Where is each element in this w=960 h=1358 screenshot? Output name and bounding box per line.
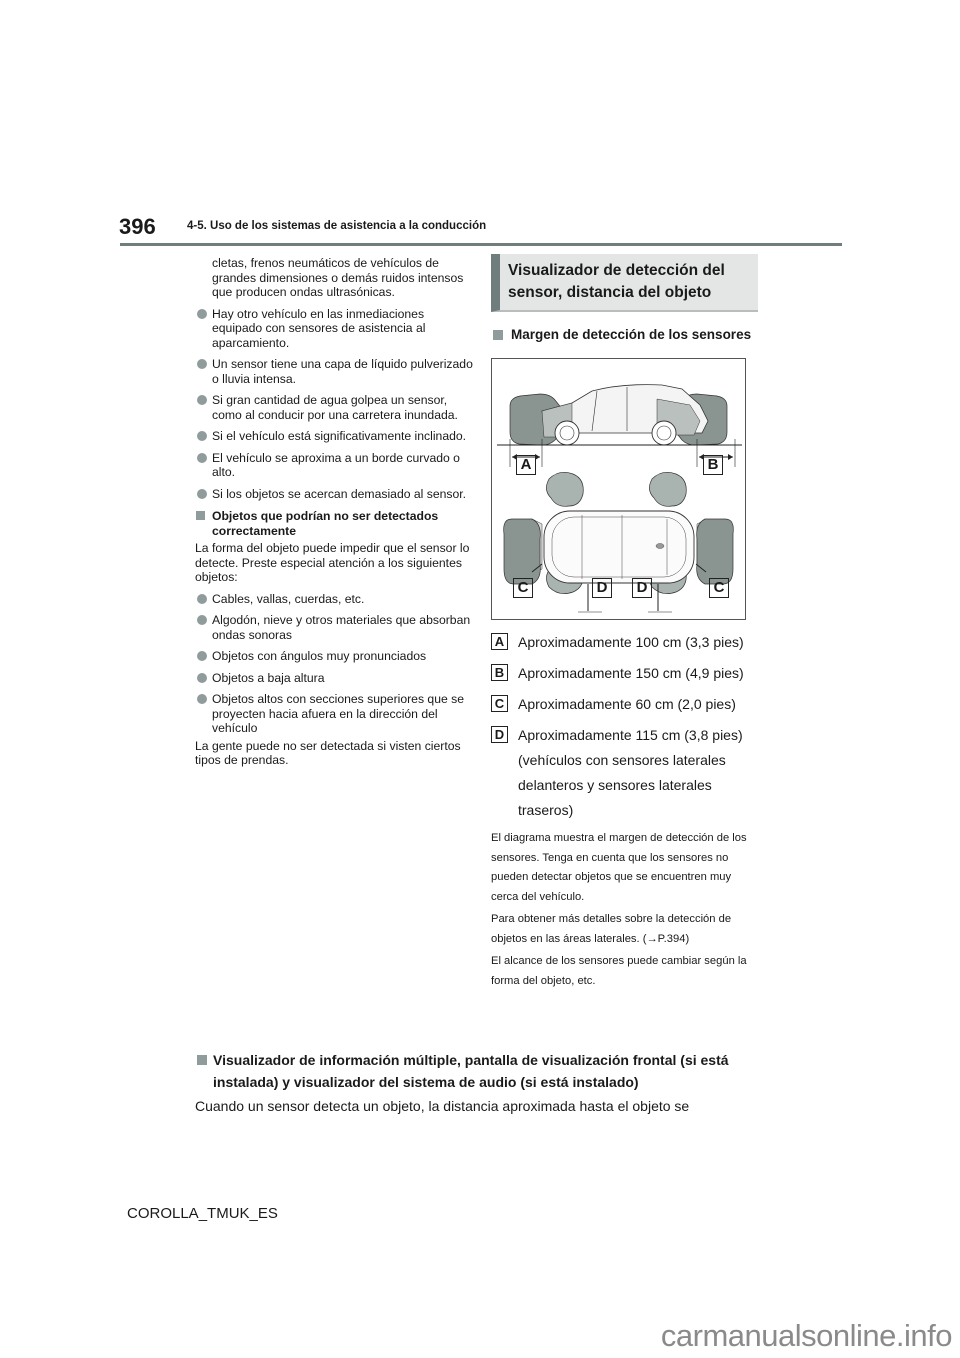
page-number: 396 — [119, 214, 156, 239]
legend-key: A — [491, 633, 508, 650]
section-intro: La forma del objeto puede impedir que el sensor lo detecte. Preste especial atención a los siguientes objetos: — [195, 541, 470, 584]
list-item: Si gran cantidad de agua golpea un sensor, como al conducir por una carretera inundada. — [195, 393, 475, 422]
list-item: Objetos con ángulos muy pronunciados — [195, 649, 475, 664]
chapter-title: 4-5. Uso de los sistemas de asistencia a la conducción — [187, 220, 487, 232]
note-paragraph: El alcance de los sensores puede cambiar según la forma del objeto, etc. — [491, 955, 747, 987]
bullet-icon — [197, 359, 207, 369]
bullet-icon — [197, 395, 207, 405]
bottom-section-body: Cuando un sensor detecta un objeto, la distancia aproximada hasta el objeto se — [195, 1098, 690, 1114]
subsection-heading: Margen de detección de los sensores — [491, 324, 756, 346]
note-paragraph: El diagrama muestra el margen de detección de los sensores. Tenga en cuenta que los sensores no pueden detectar objetos que se encuentren muy cerca del vehículo. — [491, 832, 747, 903]
list-item: Objetos altos con secciones superiores que se proyecten hacia afuera en la dirección del vehículo — [195, 692, 475, 736]
left-column — [195, 256, 475, 768]
section-title-box: Visualizador de detección del sensor, distancia del objeto — [491, 254, 758, 312]
diagram-label-a: A — [516, 455, 536, 475]
legend-key: C — [491, 695, 508, 712]
bullet-icon — [197, 489, 207, 499]
diagram-label-d-right: D — [632, 578, 652, 598]
list-item: Algodón, nieve y otros materiales que absorban ondas sonoras — [195, 613, 475, 642]
list-item: El vehículo se aproxima a un borde curvado o alto. — [195, 451, 475, 480]
diagram-label-d-left: D — [592, 578, 612, 598]
bullet-icon — [197, 309, 207, 319]
watermark: carmanualsonline.info — [660, 1318, 952, 1353]
continued-paragraph: cletas, frenos neumáticos de vehículos de grandes dimensiones o demás ruidos intensos que producen ondas ultrasónicas. — [212, 256, 464, 299]
bullet-icon — [197, 694, 207, 704]
square-bullet-icon — [196, 511, 205, 520]
bullet-icon — [197, 615, 207, 625]
note-paragraph-crossref: Para obtener más detalles sobre la detección de objetos en las áreas laterales. (→P.394) — [491, 913, 732, 945]
bottom-section-heading: Visualizador de información múltiple, pantalla de visualización frontal (si está instalada) y visualizador del sistema de audio (si está instalado) — [195, 1049, 755, 1093]
diagram-notes — [491, 829, 756, 991]
diagram-label-c-right: C — [709, 578, 729, 598]
list-item: Hay otro vehículo en las inmediaciones equipado con sensores de asistencia al aparcamiento. — [195, 307, 475, 351]
bullet-icon — [197, 431, 207, 441]
square-bullet-icon — [493, 330, 503, 340]
list-item: Cables, vallas, cuerdas, etc. — [195, 592, 475, 607]
list-item: Si los objetos se acercan demasiado al sensor. — [195, 487, 475, 502]
bullet-icon — [197, 453, 207, 463]
right-column — [491, 254, 756, 994]
list-item: Objetos a baja altura — [195, 671, 475, 686]
square-bullet-icon — [197, 1055, 207, 1065]
legend-item-d: D Aproximadamente 115 cm (3,8 pies) (vehículos con sensores laterales delanteros y sensores laterales traseros) — [491, 723, 756, 823]
bullet-icon — [197, 594, 207, 604]
diagram-legend — [491, 630, 756, 823]
diagram-label-c-left: C — [513, 578, 533, 598]
document-code: COROLLA_TMUK_ES — [127, 1205, 278, 1222]
list-item: Si el vehículo está significativamente inclinado. — [195, 429, 475, 444]
list-item: Un sensor tiene una capa de líquido pulverizado o lluvia intensa. — [195, 357, 475, 386]
legend-key: D — [491, 726, 508, 743]
bullet-icon — [197, 673, 207, 683]
diagram-label-b: B — [703, 455, 723, 475]
legend-item-c: C Aproximadamente 60 cm (2,0 pies) — [491, 692, 756, 717]
section-heading: Objetos que podrían no ser detectados correctamente — [195, 509, 475, 538]
legend-item-b: B Aproximadamente 150 cm (4,9 pies) — [491, 661, 756, 686]
legend-item-a: A Aproximadamente 100 cm (3,3 pies) — [491, 630, 756, 655]
header-divider — [120, 243, 842, 246]
sensor-range-diagram — [491, 358, 746, 620]
legend-key: B — [491, 664, 508, 681]
bottom-section — [195, 1049, 755, 1117]
closing-paragraph: La gente puede no ser detectada si visten ciertos tipos de prendas. — [195, 738, 461, 767]
bullet-icon — [197, 651, 207, 661]
